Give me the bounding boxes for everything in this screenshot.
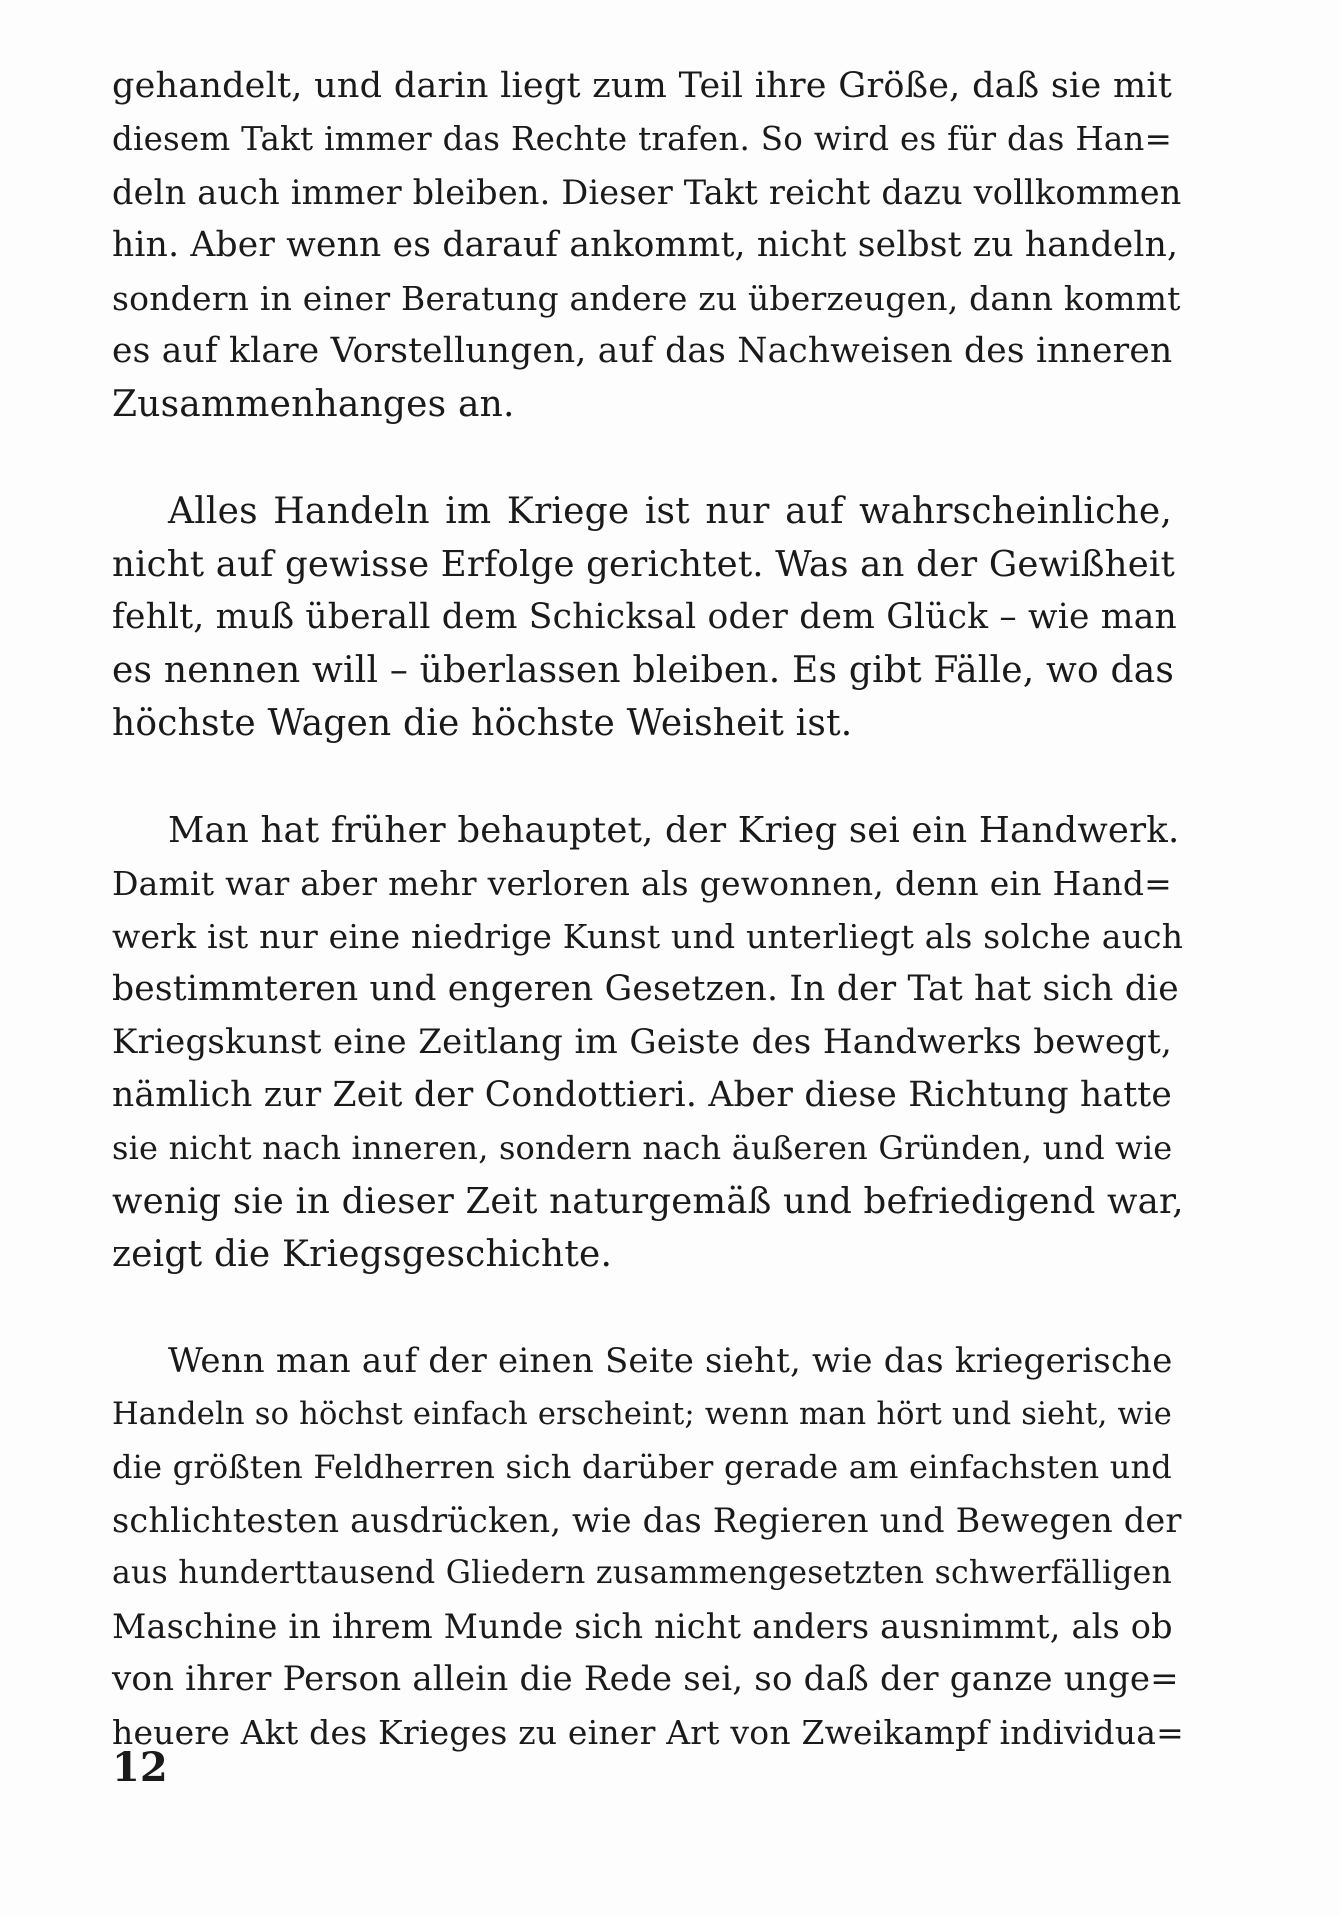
paragraph-2: [112, 485, 1177, 750]
text-line: nämlich zur Zeit der Condottieri. Aber diese Richtung hatte: [112, 1075, 1172, 1115]
text-line: Damit war aber mehr verloren als gewonnen, denn ein Hand=: [112, 864, 1172, 903]
text-line: schlichtesten ausdrücken, wie das Regieren und Bewegen der: [112, 1501, 1182, 1540]
text-line: von ihrer Person allein die Rede sei, so daß der ganze unge=: [112, 1659, 1179, 1699]
text-line: Handeln so höchst einfach erscheint; wenn man hört und sieht, wie: [112, 1397, 1172, 1432]
text-line: Kriegskunst eine Zeitlang im Geiste des Handwerks bewegt,: [112, 1022, 1172, 1062]
page-number: 12: [112, 1744, 168, 1791]
text-line: Maschine in ihrem Munde sich nicht anders ausnimmt, als ob: [112, 1607, 1173, 1646]
text-line: sondern in einer Beratung andere zu überzeugen, dann kommt: [112, 279, 1181, 318]
text-line: es nennen will – überlassen bleiben. Es gibt Fälle, wo das: [112, 650, 1175, 691]
text-line: wenig sie in dieser Zeit naturgemäß und befriedigend war,: [112, 1181, 1184, 1222]
text-line: gehandelt, und darin liegt zum Teil ihre Größe, daß sie mit: [112, 66, 1172, 106]
text-line: höchste Wagen die höchste Weisheit ist.: [112, 703, 853, 744]
text-line: bestimmteren und engeren Gesetzen. In der Tat hat sich die: [112, 969, 1179, 1009]
text-line: Wenn man auf der einen Seite sieht, wie das kriegerische: [168, 1341, 1173, 1381]
text-line: Alles Handeln im Kriege ist nur auf wahrscheinliche,: [168, 491, 1172, 532]
text-line: zeigt die Kriegsgeschichte.: [112, 1234, 613, 1275]
paragraph-gap: [112, 431, 1172, 485]
paragraph-gap: [112, 1281, 1172, 1335]
body-text: [112, 60, 1184, 1759]
text-line: hin. Aber wenn es darauf ankommt, nicht selbst zu handeln,: [112, 225, 1179, 265]
text-line: werk ist nur eine niedrige Kunst und unterliegt als solche auch: [112, 917, 1184, 956]
text-line: nicht auf gewisse Erfolge gerichtet. Was an der Gewißheit: [112, 544, 1175, 585]
text-line: heuere Akt des Krieges zu einer Art von Zweikampf individua=: [112, 1713, 1184, 1752]
text-line: Zusammenhanges an.: [112, 384, 515, 425]
text-line: fehlt, muß überall dem Schicksal oder dem Glück – wie man: [112, 597, 1177, 637]
paragraph-3: [112, 804, 1184, 1281]
text-line: deln auch immer bleiben. Dieser Takt reicht dazu vollkommen: [112, 173, 1182, 212]
paragraph-gap: [112, 750, 1172, 804]
paragraph-1: [112, 60, 1182, 431]
text-line: es auf klare Vorstellungen, auf das Nachweisen des inneren: [112, 331, 1173, 371]
text-line: sie nicht nach inneren, sondern nach äußeren Gründen, und wie: [112, 1129, 1173, 1167]
text-line: Man hat früher behauptet, der Krieg sei ein Handwerk.: [168, 810, 1180, 851]
text-line: diesem Takt immer das Rechte trafen. So wird es für das Han=: [112, 120, 1172, 158]
text-line: die größten Feldherren sich darüber gerade am einfachsten und: [112, 1448, 1172, 1486]
text-line: aus hunderttausend Gliedern zusammengesetzten schwerfälligen: [112, 1555, 1172, 1591]
paragraph-4: [112, 1335, 1184, 1759]
